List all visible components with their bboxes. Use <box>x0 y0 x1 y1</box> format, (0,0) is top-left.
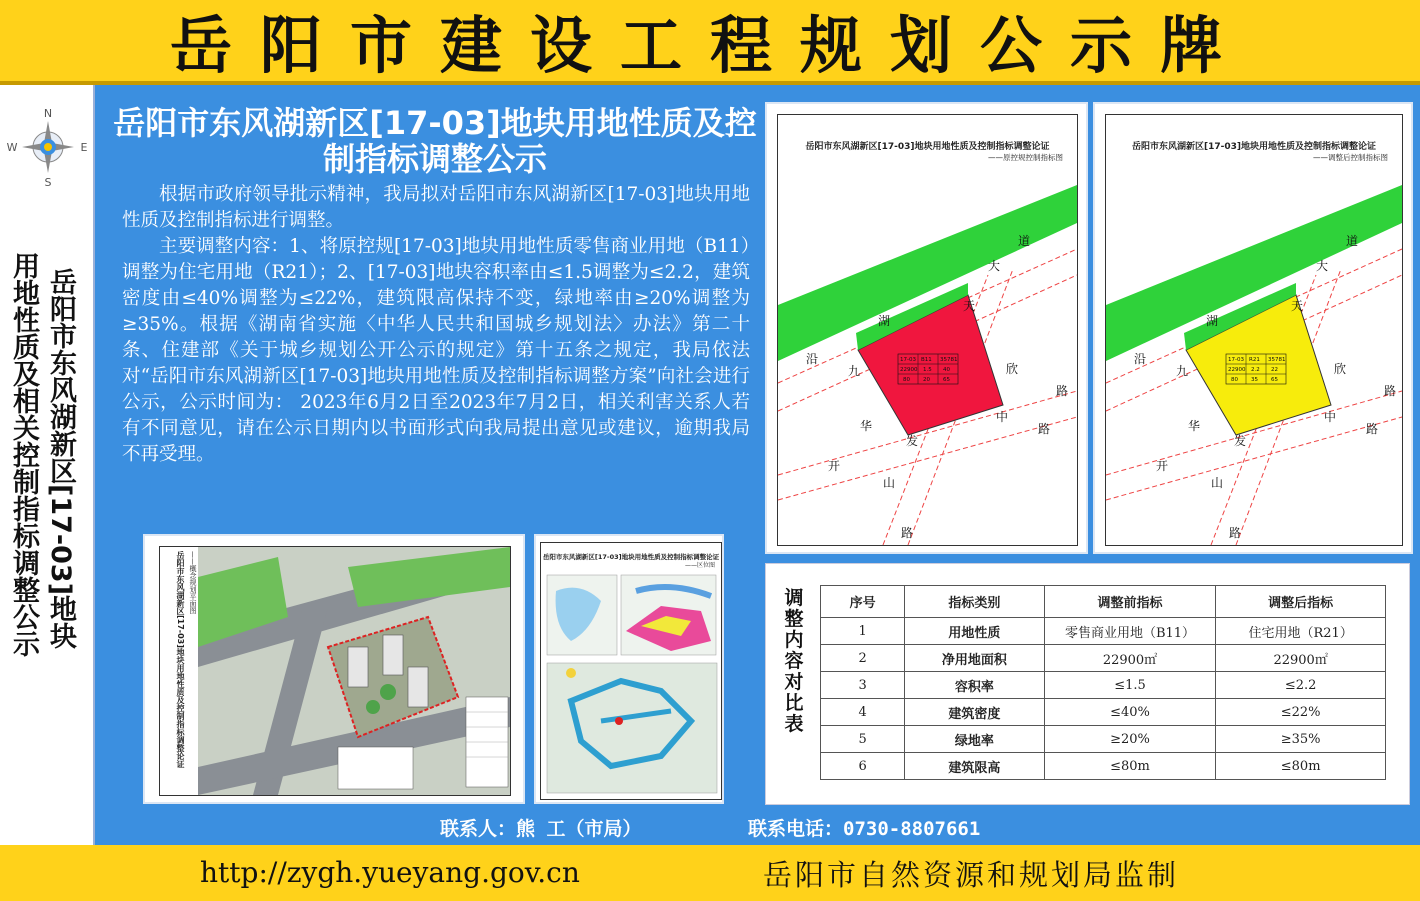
row-after: ≤2.2 <box>1216 672 1386 699</box>
map-before-road-5: 沿 <box>806 352 819 366</box>
map-after-road-14: 山 <box>1211 476 1224 490</box>
notice-title: 岳阳市东风湖新区[17-03]地块用地性质及控制指标调整公示 <box>113 104 757 178</box>
map-before-road-13: 开 <box>828 459 841 473</box>
map-before-road-6: 九 <box>848 364 861 378</box>
compass-n: N <box>43 107 53 120</box>
map-after-cell-7: 80 <box>1231 377 1238 383</box>
contact-phone: 联系电话：0730-8807661 <box>748 818 981 840</box>
header-no: 序号 <box>821 586 905 618</box>
compass-w: W <box>6 141 18 154</box>
map-before-road-10: 中 <box>996 410 1009 424</box>
table-row <box>821 618 1386 645</box>
map-before-subtitle: ——原控规控制指标图 <box>988 153 1063 162</box>
contact-person: 联系人：熊 工（市局） <box>440 818 642 840</box>
map-after-road-13: 开 <box>1156 459 1169 473</box>
row-type: 建筑密度 <box>905 699 1045 726</box>
map-after-road-11: 发 <box>1234 434 1247 448</box>
map-after-cell-4: 22900 <box>1228 367 1246 373</box>
map-after-drawing <box>1106 165 1402 545</box>
map-before-road-7: 欣 <box>1006 362 1019 376</box>
comparison-table <box>820 585 1386 780</box>
map-after-road-5: 沿 <box>1134 352 1147 366</box>
map-before-drawing <box>778 165 1077 545</box>
notice-paragraph-2: 主要调整内容：1、将原控规[17-03]地块用地性质零售商业用地（B11）调整为住宅用地（R21）；2、[17-03]地块容积率由≤1.5调整为≤2.2，建筑密度由≤40%调整为≤22%，建筑限高保持不变，绿地率由≥20%调整为≥35%。根据《湖南省实施〈中华人民共和国城乡规划法〉办法》第二十条、住建部《关于城乡规划公开公示的规定》第十五条之规定，我局依法对“岳阳市东风湖新区[17-03]地块用地性质及控制指标调整方案”向社会进行公示，公示时间为： 2023年6月2日至2023年7月2日，相关利害关系人若有不同意见，请在公示日期内以书面形式向我局提出意见或建议，逾期我局不再受理。 <box>122 236 750 465</box>
table-header-row <box>821 586 1386 618</box>
comparison-panel <box>765 563 1410 805</box>
row-no: 4 <box>821 699 905 726</box>
map-before-cell-1: 17-03 <box>900 357 916 363</box>
plan-frame <box>159 546 511 796</box>
table-row <box>821 699 1386 726</box>
row-before: ≤1.5 <box>1044 672 1216 699</box>
row-after: 22900㎡ <box>1216 645 1386 672</box>
notice-body <box>122 182 750 468</box>
row-before: 零售商业用地（B11） <box>1044 618 1216 645</box>
row-type: 容积率 <box>905 672 1045 699</box>
row-no: 1 <box>821 618 905 645</box>
map-after-road-1: 道 <box>1346 234 1359 248</box>
footer-url[interactable]: http://zygh.yueyang.gov.cn <box>200 856 580 889</box>
map-after-subtitle: ——调整后控制指标图 <box>1313 153 1388 162</box>
map-before-panel <box>765 102 1088 554</box>
location-drawing <box>541 571 721 801</box>
plan-title: 岳阳市东风湖新区[17-03]地块用地性质及控制指标调整论证 <box>176 551 185 768</box>
row-no: 3 <box>821 672 905 699</box>
map-before-cell-6: 40 <box>943 367 950 373</box>
row-before: ≤40% <box>1044 699 1216 726</box>
map-after-road-4: 天 <box>1291 299 1304 313</box>
map-before-title: 岳阳市东风湖新区[17-03]地块用地性质及控制指标调整论证 <box>805 142 1050 152</box>
table-row <box>821 726 1386 753</box>
row-type: 建筑限高 <box>905 753 1045 780</box>
map-after-cell-3: 35781 <box>1268 357 1286 363</box>
map-after-road-10: 中 <box>1324 410 1337 424</box>
map-before-road-15: 路 <box>901 526 914 540</box>
map-before-cell-4: 22900 <box>900 367 918 373</box>
map-before-road-12: 路 <box>1038 422 1051 436</box>
map-before-cell-9: 65 <box>943 377 950 383</box>
map-after-road-15: 路 <box>1229 526 1242 540</box>
map-after-cell-5: 2.2 <box>1251 367 1260 373</box>
map-before-frame <box>777 114 1078 546</box>
map-after-road-3: 湖 <box>1206 314 1219 328</box>
comparison-label: 调整内容对比表 <box>784 587 804 735</box>
side-title-col2: 用地性质及相关控制指标调整公示 <box>8 252 39 657</box>
header-title: 岳阳市建设工程规划公示牌 <box>169 9 1250 82</box>
footer-bureau: 岳阳市自然资源和规划局监制 <box>763 858 1180 892</box>
map-after-road-8: 路 <box>1384 384 1397 398</box>
map-after-cell-6: 22 <box>1271 367 1278 373</box>
row-type: 净用地面积 <box>905 645 1045 672</box>
location-panel <box>534 534 724 804</box>
map-after-frame <box>1105 114 1403 546</box>
row-type: 用地性质 <box>905 618 1045 645</box>
plan-panel <box>143 534 525 804</box>
table-row <box>821 753 1386 780</box>
plan-drawing <box>198 547 510 795</box>
map-before-road-1: 道 <box>1018 234 1031 248</box>
map-before-cell-8: 20 <box>923 377 930 383</box>
notice-paragraph-1: 根据市政府领导批示精神，我局拟对岳阳市东风湖新区[17-03]地块用地性质及控制指标进行调整。 <box>122 184 750 231</box>
map-before-cell-5: 1.5 <box>923 367 932 373</box>
map-before-cell-2: B11 <box>921 357 932 363</box>
header-before: 调整前指标 <box>1044 586 1216 618</box>
location-frame <box>540 542 722 800</box>
map-after-road-12: 路 <box>1366 422 1379 436</box>
left-column <box>0 85 95 845</box>
compass-e: E <box>80 141 88 154</box>
map-before-road-11: 发 <box>906 434 919 448</box>
map-after-road-6: 九 <box>1176 364 1189 378</box>
row-no: 2 <box>821 645 905 672</box>
row-before: 22900㎡ <box>1044 645 1216 672</box>
map-before-road-2: 大 <box>988 259 1001 273</box>
row-after: ≤22% <box>1216 699 1386 726</box>
plan-subtitle: ——概念规划平面图 <box>189 551 197 614</box>
map-after-cell-9: 65 <box>1271 377 1278 383</box>
compass-s: S <box>44 176 52 189</box>
map-after-cell-1: 17-03 <box>1228 357 1244 363</box>
map-before-road-4: 天 <box>963 299 976 313</box>
header-banner <box>0 0 1420 85</box>
row-type: 绿地率 <box>905 726 1045 753</box>
table-row <box>821 672 1386 699</box>
map-after-title: 岳阳市东风湖新区[17-03]地块用地性质及控制指标调整论证 <box>1131 142 1376 152</box>
row-before: ≤80m <box>1044 753 1216 780</box>
header-type: 指标类别 <box>905 586 1045 618</box>
row-no: 6 <box>821 753 905 780</box>
location-subtitle: ——区位图 <box>684 562 715 569</box>
row-after: ≥35% <box>1216 726 1386 753</box>
header-after: 调整后指标 <box>1216 586 1386 618</box>
map-before-road-3: 湖 <box>878 314 891 328</box>
map-after-road-2: 大 <box>1316 259 1329 273</box>
map-before-road-9: 华 <box>860 419 873 433</box>
location-title: 岳阳市东风湖新区[17-03]地块用地性质及控制指标调整论证 <box>542 553 720 561</box>
map-before-cell-7: 80 <box>903 377 910 383</box>
map-after-road-9: 华 <box>1188 419 1201 433</box>
compass-icon <box>8 107 88 187</box>
table-row <box>821 645 1386 672</box>
row-after: ≤80m <box>1216 753 1386 780</box>
row-before: ≥20% <box>1044 726 1216 753</box>
map-before-cell-3: 35781 <box>940 357 958 363</box>
row-after: 住宅用地（R21） <box>1216 618 1386 645</box>
map-after-cell-2: R21 <box>1249 357 1260 363</box>
row-no: 5 <box>821 726 905 753</box>
map-before-road-14: 山 <box>883 476 896 490</box>
map-after-panel <box>1093 102 1413 554</box>
map-before-road-8: 路 <box>1056 384 1069 398</box>
side-title-col1: 岳阳市东风湖新区[17-03]地块 <box>45 268 76 650</box>
map-after-cell-8: 35 <box>1251 377 1258 383</box>
map-after-road-7: 欣 <box>1334 362 1347 376</box>
